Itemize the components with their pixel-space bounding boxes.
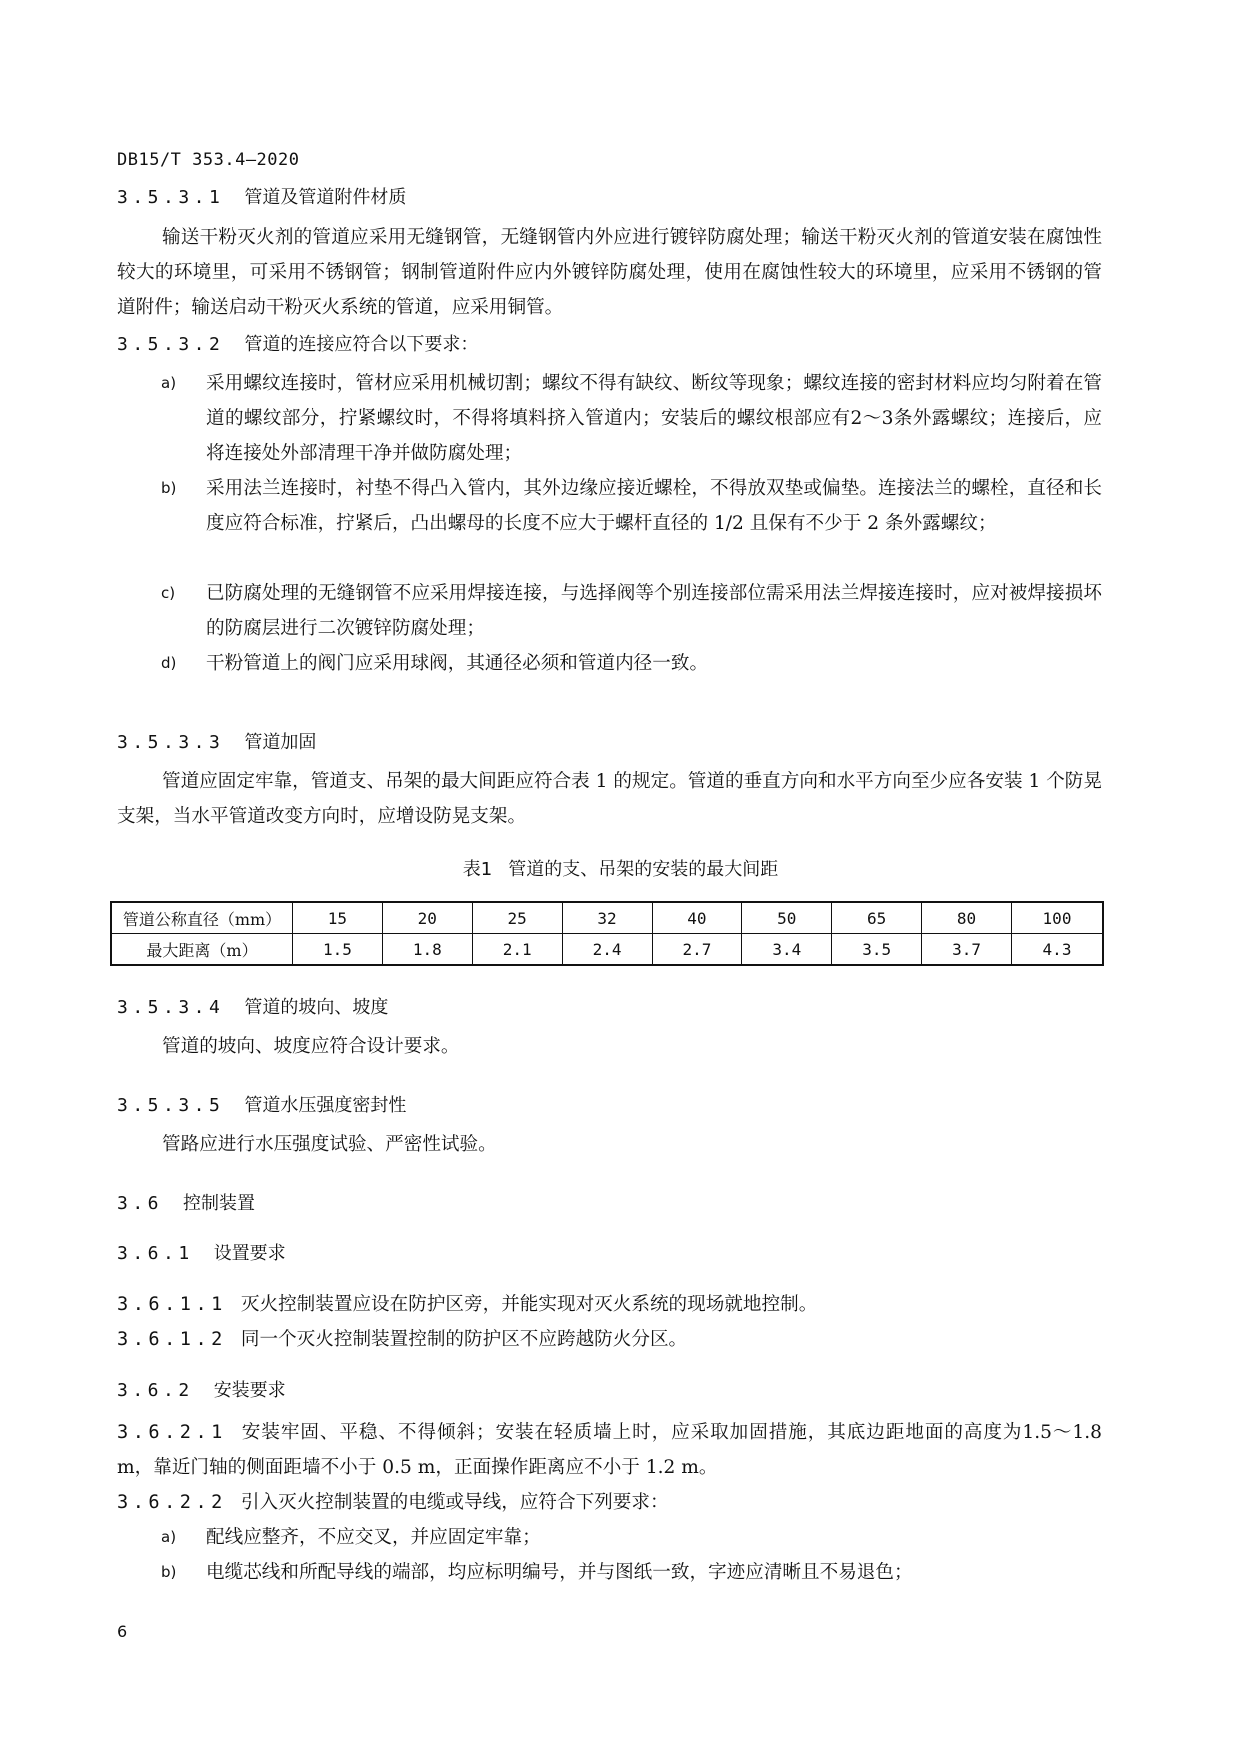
clause-number: 3.6.2.1: [117, 1422, 227, 1443]
clause-3-6-2-2: [117, 1485, 1102, 1520]
section-number: 3.6: [117, 1193, 164, 1214]
row-header-distance: 最大距离（m）: [111, 934, 293, 966]
list-item-text: 干粉管道上的阀门应采用球阀，其通径必须和管道内径一致。: [206, 653, 709, 674]
table-cell: 32: [562, 902, 652, 934]
table-cell: 1.8: [382, 934, 472, 966]
clause-text: 同一个灭火控制装置控制的防护区不应跨越防火分区。: [240, 1329, 688, 1350]
clause-number: 3.6.2: [117, 1380, 194, 1401]
list-item-text: 配线应整齐，不应交叉，并应固定牢靠；: [206, 1527, 541, 1548]
table-cell: 2.7: [652, 934, 742, 966]
clause-text: 灭火控制装置应设在防护区旁，并能实现对灭火系统的现场就地控制。: [240, 1294, 818, 1315]
list-item-a: [161, 366, 1102, 471]
list-item-b: [161, 471, 1102, 541]
clause-number: 3.6.1.1: [117, 1294, 227, 1315]
table-caption: [0, 855, 1241, 881]
list-item-d: [161, 646, 1102, 681]
table-cell: 100: [1012, 902, 1104, 934]
list-marker: b): [161, 1563, 177, 1581]
clause-heading-3-6-2: [117, 1376, 286, 1402]
clause-number: 3.5.3.1: [117, 187, 225, 208]
table-row-distance: [111, 934, 1103, 966]
clause-title: 管道水压强度密封性: [244, 1095, 407, 1116]
list-item-a: [161, 1520, 1102, 1555]
table-cell: 3.4: [742, 934, 832, 966]
clause-3-6-2-1: [117, 1415, 1102, 1485]
table-cell: 40: [652, 902, 742, 934]
clause-number: 3.6.1: [117, 1243, 194, 1264]
clause-title: 设置要求: [213, 1243, 286, 1264]
table-cell: 3.5: [832, 934, 922, 966]
paragraph-pipe-slope: 管道的坡向、坡度应符合设计要求。: [162, 1036, 460, 1057]
document-id: DB15/T 353.4—2020: [117, 150, 300, 170]
list-marker: a): [161, 374, 177, 392]
clause-3-6-1-1: [117, 1287, 1102, 1322]
table-cell: 2.4: [562, 934, 652, 966]
table-cell: 1.5: [293, 934, 383, 966]
clause-number: 3.6.2.2: [117, 1492, 227, 1513]
clause-heading-3-5-3-5: [117, 1091, 406, 1117]
clause-text: 引入灭火控制装置的电缆或导线，应符合下列要求：: [240, 1492, 669, 1513]
clause-number: 3.5.3.5: [117, 1095, 225, 1116]
table-cell: 4.3: [1012, 934, 1104, 966]
list-item-text: 采用法兰连接时，衬垫不得凸入管内，其外边缘应接近螺栓，不得放双垫或偏垫。连接法兰的螺栓，直径和长度应符合标准，拧紧后，凸出螺母的长度不应大于螺杆直径的 1/2 且保有不少于 2 条外露螺纹；: [206, 478, 1102, 534]
clause-heading-3-6-1: [117, 1239, 286, 1265]
list-marker: c): [161, 584, 176, 602]
max-spacing-table: [110, 901, 1104, 966]
clause-title: 管道加固: [244, 732, 317, 753]
table-cell: 20: [382, 902, 472, 934]
clause-number: 3.5.3.2: [117, 334, 225, 355]
clause-heading-3-5-3-2: [117, 330, 478, 356]
paragraph-pipe-material: 输送干粉灭火剂的管道应采用无缝钢管，无缝钢管内外应进行镀锌防腐处理；输送干粉灭火剂的管道安装在腐蚀性较大的环境里，可采用不锈钢管；钢制管道附件应内外镀锌防腐处理，使用在腐蚀性较大的环境里，应采用不锈钢的管道附件；输送启动干粉灭火系统的管道，应采用铜管。: [117, 227, 1102, 318]
table-cell: 2.1: [472, 934, 562, 966]
clause-heading-3-5-3-1: [117, 183, 406, 209]
list-marker: a): [161, 1528, 177, 1546]
row-header-diameter: 管道公称直径（mm）: [111, 902, 293, 934]
table-cell: 3.7: [922, 934, 1012, 966]
table-number: 表1: [462, 859, 493, 880]
table-cell: 65: [832, 902, 922, 934]
table-title: 管道的支、吊架的安装的最大间距: [508, 859, 779, 880]
clause-heading-3-5-3-4: [117, 993, 388, 1019]
paragraph-pipe-reinforcement: 管道应固定牢靠，管道支、吊架的最大间距应符合表 1 的规定。管道的垂直方向和水平方向至少应各安装 1 个防晃支架，当水平管道改变方向时，应增设防晃支架。: [117, 771, 1102, 827]
list-item-text: 电缆芯线和所配导线的端部，均应标明编号，并与图纸一致，字迹应清晰且不易退色；: [206, 1562, 913, 1583]
table-cell: 15: [293, 902, 383, 934]
list-marker: d): [161, 654, 177, 672]
page-number: 6: [117, 1622, 128, 1641]
section-title: 控制装置: [183, 1193, 256, 1214]
list-item-c: [161, 576, 1102, 646]
list-item-text: 采用螺纹连接时，管材应采用机械切割；螺纹不得有缺纹、断纹等现象；螺纹连接的密封材料应均匀附着在管道的螺纹部分，拧紧螺纹时，不得将填料挤入管道内；安装后的螺纹根部应有2～3条外露螺纹；连接后，应将连接处外部清理干净并做防腐处理；: [206, 373, 1102, 464]
table-row-diameter: [111, 902, 1103, 934]
table-cell: 25: [472, 902, 562, 934]
list-item-b: [161, 1555, 1102, 1590]
clause-3-6-1-2: [117, 1322, 1102, 1357]
paragraph-pressure-test: 管路应进行水压强度试验、严密性试验。: [162, 1134, 497, 1155]
clause-heading-3-5-3-3: [117, 728, 316, 754]
section-heading-3-6: [117, 1189, 255, 1215]
clause-title: 管道及管道附件材质: [244, 187, 407, 208]
clause-title: 安装要求: [213, 1380, 286, 1401]
clause-title: 管道的连接应符合以下要求：: [244, 334, 479, 355]
table-cell: 50: [742, 902, 832, 934]
clause-number: 3.5.3.3: [117, 732, 225, 753]
clause-title: 管道的坡向、坡度: [244, 997, 389, 1018]
clause-text: 安装牢固、平稳、不得倾斜；安装在轻质墙上时，应采取加固措施，其底边距地面的高度为1.5～1.8 m，靠近门轴的侧面距墙不小于 0.5 m，正面操作距离应不小于 1.2 m。: [117, 1422, 1102, 1478]
list-marker: b): [161, 479, 177, 497]
table-cell: 80: [922, 902, 1012, 934]
clause-number: 3.6.1.2: [117, 1329, 227, 1350]
clause-number: 3.5.3.4: [117, 997, 225, 1018]
list-item-text: 已防腐处理的无缝钢管不应采用焊接连接，与选择阀等个别连接部位需采用法兰焊接连接时，应对被焊接损坏的防腐层进行二次镀锌防腐处理；: [206, 583, 1102, 639]
